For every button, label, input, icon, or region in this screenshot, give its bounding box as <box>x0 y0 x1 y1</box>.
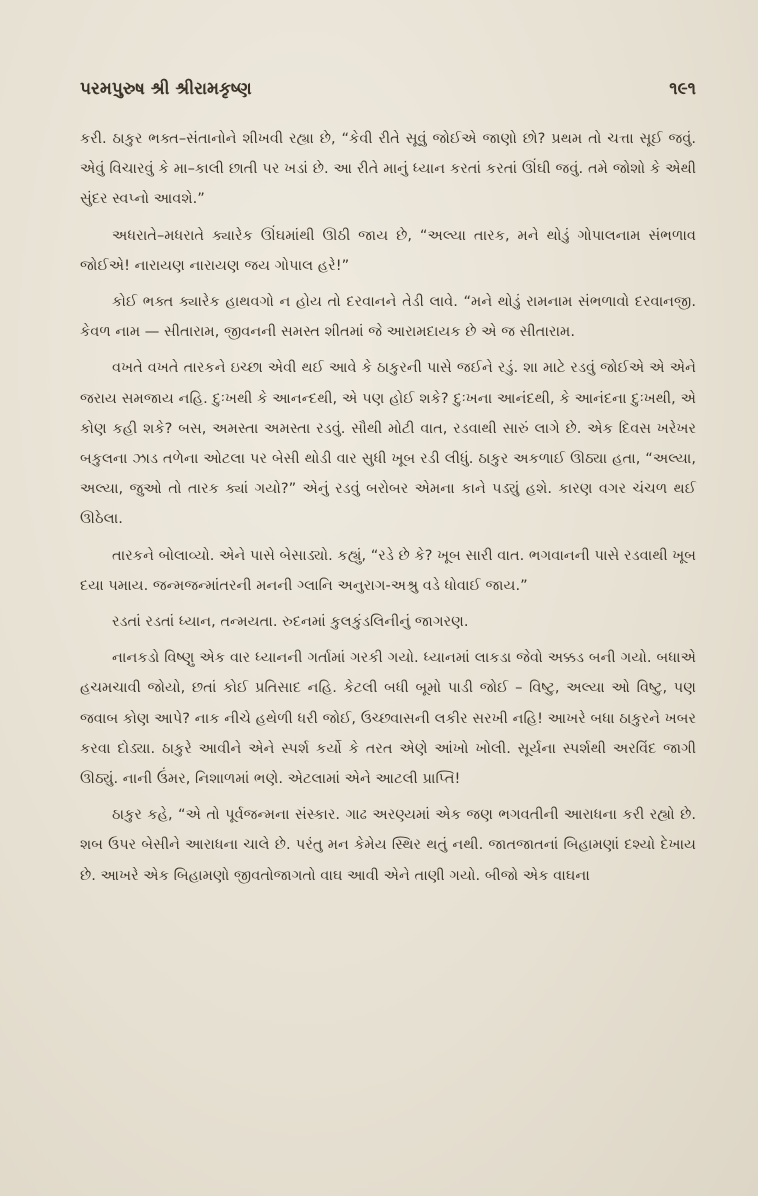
paragraph: નાનકડો વિષ્ણુ એક વાર ધ્યાનની ગર્તામાં ગરકી ગયો. ધ્યાનમાં લાકડા જેવો અક્કડ બની ગયો. બધાએ હચમચાવી જોયો, છતાં કોઈ પ્રતિસાદ નહિ. કેટલી બધી બૂમો પાડી જોઈ – વિષ્ટુ, અલ્યા ઓ વિષ્ટુ, પણ જવાબ કોણ આપે? નાક નીચે હથેળી ધરી જોઈ, ઉચ્છ્વાસની લકીર સરખી નહિ! આખરે બધા ઠાકુરને ખબર કરવા દોડ્યા. ઠાકુરે આવીને એને સ્પર્શ કર્યો કે તરત એણે આંખો ખોલી. સૂર્યના સ્પર્શથી અરવિંદ જાગી ઊઠ્યું. નાની ઉંમર, નિશાળમાં ભણે. એટલામાં એને આટલી પ્રાપ્તિ! <box>80 649 696 788</box>
paragraph: તારકને બોલાવ્યો. એને પાસે બેસાડ્યો. કહ્યું, “રડે છે કે? ખૂબ સારી વાત. ભગવાનની પાસે રડવાથી ખૂબ દયા પમાય. જન્મજન્માંતરની મનની ગ્લાનિ અનુરાગ-અશ્રુ વડે ધોવાઈ જાય.” <box>80 546 696 594</box>
body-text <box>80 124 696 897</box>
running-title: પરમપુરુષ શ્રી શ્રીરામકૃષ્ણ <box>80 79 252 99</box>
paragraph: વખતે વખતે તારકને ઇચ્છા એવી થઈ આવે કે ઠાકુરની પાસે જઈને રડું. શા માટે રડવું જોઈએ એ એને જરાય સમજાય નહિ. દુઃખથી કે આનન્દથી, એ પણ હોઈ શકે? દુઃખના આનંદથી, કે આનંદના દુઃખથી, એ કોણ કહી શકે? બસ, અમસ્તા અમસ્તા રડવું. સૌથી મોટી વાત, રડવાથી સારું લાગે છે. એક દિવસ ખરેખર બકુલના ઝાડ તળેના ઓટલા પર બેસી થોડી વાર સુધી ખૂબ રડી લીધું. ઠાકુર અકળાઈ ઊઠ્યા હતા, “અલ્યા, અલ્યા, જુઓ તો તારક ક્યાં ગયો?” એનું રડવું બરોબર એમના કાને પડ્યું હશે. કારણ વગર ચંચળ થઈ ઊઠેલા. <box>80 359 696 528</box>
paragraph: અધરાતે–મધરાતે ક્યારેક ઊંઘમાંથી ઊઠી જાય છે, “અલ્યા તારક, મને થોડું ગોપાલનામ સંભળાવ જોઈએ! નારાયણ નારાયણ જય ગોપાલ હરે!” <box>80 226 696 274</box>
paragraph: કરી. ઠાકુર ભક્ત–સંતાનોને શીખવી રહ્યા છે, “કેવી રીતે સૂવું જોઈએ જાણો છો? પ્રથમ તો ચત્તા સૂઈ જવું. એવું વિચારવું કે મા–કાલી છાતી પર ખડાં છે. આ રીતે માનું ધ્યાન કરતાં કરતાં ઊંઘી જવું. તમે જોશો કે એથી સુંદર સ્વપ્નો આવશે.” <box>80 130 696 208</box>
paragraph: રડતાં રડતાં ધ્યાન, તન્મયતા. રુદનમાં કુલકુંડલિનીનું જાગરણ. <box>112 613 469 631</box>
running-head <box>80 74 696 104</box>
page-number: ૧૯૧ <box>669 79 696 99</box>
paragraph: ઠાકુર કહે, “એ તો પૂર્વજન્મના સંસ્કાર. ગાઢ અરણ્યમાં એક જણ ભગવતીની આરાધના કરી રહ્યો છે. શબ ઉપર બેસીને આરાધના ચાલે છે. પરંતુ મન કેમેય સ્થિર થતું નથી. જાતજાતનાં બિહામણાં દશ્યો દેખાય છે. આખરે એક બિહામણો જીવતોજાગતો વાઘ આવી એને તાણી ગયો. બીજો એક વાઘના <box>80 806 696 884</box>
paragraph: કોઈ ભક્ત ક્યારેક હાથવગો ન હોય તો દરવાનને તેડી લાવે. “મને થોડું રામનામ સંભળાવો દરવાનજી. કેવળ નામ — સીતારામ, જીવનની સમસ્ત શીતમાં જે આરામદાયક છે એ જ સીતારામ. <box>80 293 696 341</box>
